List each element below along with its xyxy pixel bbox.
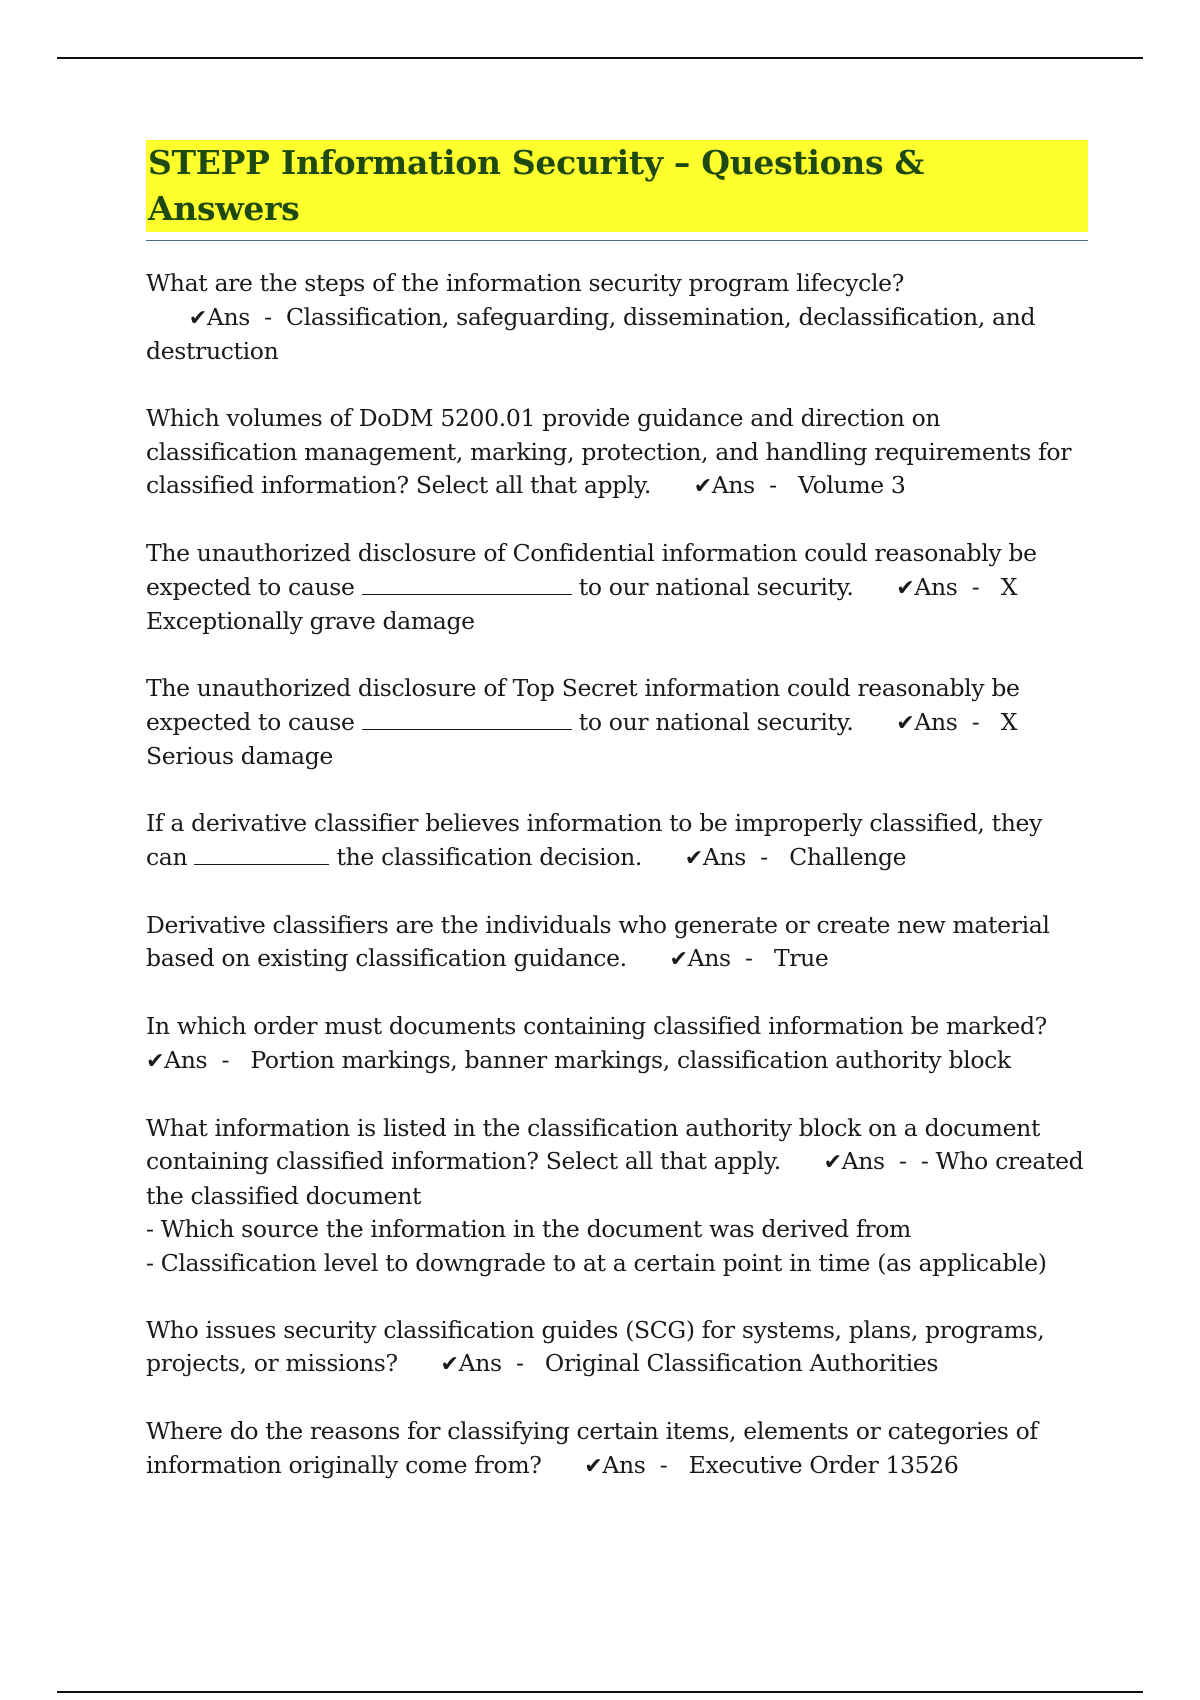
- check-icon: ✔: [440, 1352, 459, 1377]
- fill-in-blank: [194, 842, 329, 864]
- ans-label: Ans: [602, 1450, 646, 1479]
- ans-label: Ans: [914, 572, 958, 601]
- answer-text: Original Classification Authorities: [544, 1349, 939, 1377]
- answer-text: Classification, safeguarding, dissemination, declassification, and destruction: [146, 302, 1043, 365]
- ans-label: Ans: [687, 944, 731, 972]
- check-icon: ✔: [146, 1048, 165, 1074]
- question-text: The unauthorized disclosure of Confidential information could reasonably be expected to cause: [146, 539, 1044, 601]
- qa-item: Which volumes of DoDM 5200.01 provide guidance and direction on classification management, marking, protection, and handling requirements for classified information? Select all that apply. ✔Ans - Volume 3: [146, 404, 1079, 499]
- ans-label: Ans: [841, 1147, 885, 1175]
- answer-text: Challenge: [789, 842, 907, 871]
- check-icon: ✔: [669, 947, 688, 972]
- qa-item: If a derivative classifier believes information to be improperly classified, they can the classification decision. ✔Ans - Challenge: [146, 809, 1050, 871]
- header-rule: [57, 57, 1143, 59]
- answer-text: X Exceptionally grave damage: [146, 572, 1025, 635]
- qa-item: The unauthorized disclosure of Top Secret information could reasonably be expected to cause to our national security. ✔Ans - X Serious damage: [146, 674, 1027, 770]
- qa-item: The unauthorized disclosure of Confidential information could reasonably be expected to cause to our national security. ✔Ans - X Exceptionally grave damage: [146, 539, 1044, 635]
- question-text: In which order must documents containing classified information be marked?: [146, 1012, 1047, 1040]
- fill-in-blank: [362, 572, 572, 594]
- question-text: Which volumes of DoDM 5200.01 provide guidance and direction on classification management, marking, protection, and handling requirements for classified information? Select all that apply.: [146, 404, 1079, 499]
- document-page: [146, 140, 1091, 1517]
- answer-line: - Classification level to downgrade to at a certain point in time (as applicable): [146, 1248, 1047, 1277]
- question-text: What information is listed in the classification authority block on a document containing classified information? Select all that apply.: [146, 1113, 1048, 1175]
- title-block: [146, 140, 1088, 241]
- answer-text: True: [773, 944, 829, 972]
- qa-item: What information is listed in the classification authority block on a document containing classified information? Select all that apply. ✔Ans - - Who created the classified document - Which source the information in the document was derived from - Classification level to downgrade to at a certain point in time (as applicable): [146, 1112, 1088, 1281]
- check-icon: ✔: [823, 1150, 842, 1175]
- document-title: STEPP Information Security – Questions & Answers: [146, 140, 1088, 232]
- question-text: to our national security.: [578, 572, 854, 601]
- check-icon: ✔: [896, 575, 915, 601]
- check-icon: ✔: [584, 1453, 603, 1479]
- question-text: Derivative classifiers are the individuals who generate or create new material based on existing classification guidance.: [146, 910, 1057, 972]
- qa-item: In which order must documents containing classified information be marked? ✔Ans - Portion markings, banner markings, classification authority block: [146, 1012, 1047, 1074]
- answer-text: X Serious damage: [146, 707, 1025, 770]
- qa-list: [146, 267, 1091, 1483]
- question-text: Who issues security classification guides (SCG) for systems, plans, programs, projects, or missions?: [146, 1315, 1052, 1377]
- ans-label: Ans: [206, 302, 250, 331]
- fill-in-blank: [362, 707, 572, 729]
- ans-label: Ans: [458, 1349, 502, 1377]
- question-text: to our national security.: [578, 707, 854, 736]
- question-text: The unauthorized disclosure of Top Secret information could reasonably be expected to cause: [146, 674, 1027, 736]
- qa-item: Who issues security classification guides (SCG) for systems, plans, programs, projects, or missions? ✔Ans - Original Classification Authorities: [146, 1315, 1052, 1377]
- question-text: What are the steps of the information security program lifecycle?: [146, 269, 904, 297]
- check-icon: ✔: [188, 305, 207, 331]
- answer-text: Portion markings, banner markings, classification authority block: [250, 1045, 1011, 1074]
- answer-text: Executive Order 13526: [688, 1450, 959, 1479]
- answer-text: Volume 3: [798, 471, 906, 499]
- question-text: Where do the reasons for classifying certain items, elements or categories of information originally come from?: [146, 1417, 1045, 1479]
- question-text: the classification decision.: [336, 842, 643, 871]
- ans-label: Ans: [711, 471, 755, 499]
- answer-text: - Who created the classified document: [146, 1147, 1091, 1210]
- qa-item: Where do the reasons for classifying certain items, elements or categories of information originally come from? ✔Ans - Executive Order 13526: [146, 1417, 1045, 1479]
- qa-item: Derivative classifiers are the individuals who generate or create new material based on existing classification guidance. ✔Ans - True: [146, 910, 1057, 972]
- check-icon: ✔: [693, 474, 712, 499]
- check-icon: ✔: [896, 710, 915, 736]
- qa-item: What are the steps of the information security program lifecycle? ✔Ans - Classification, safeguarding, dissemination, declassification, and destruction: [146, 269, 1043, 365]
- ans-label: Ans: [164, 1045, 208, 1074]
- ans-label: Ans: [914, 707, 958, 736]
- check-icon: ✔: [684, 845, 703, 871]
- footer-rule: [57, 1691, 1143, 1693]
- question-text: If a derivative classifier believes information to be improperly classified, they can: [146, 809, 1050, 871]
- ans-label: Ans: [702, 842, 747, 871]
- answer-line: - Which source the information in the document was derived from: [146, 1215, 911, 1243]
